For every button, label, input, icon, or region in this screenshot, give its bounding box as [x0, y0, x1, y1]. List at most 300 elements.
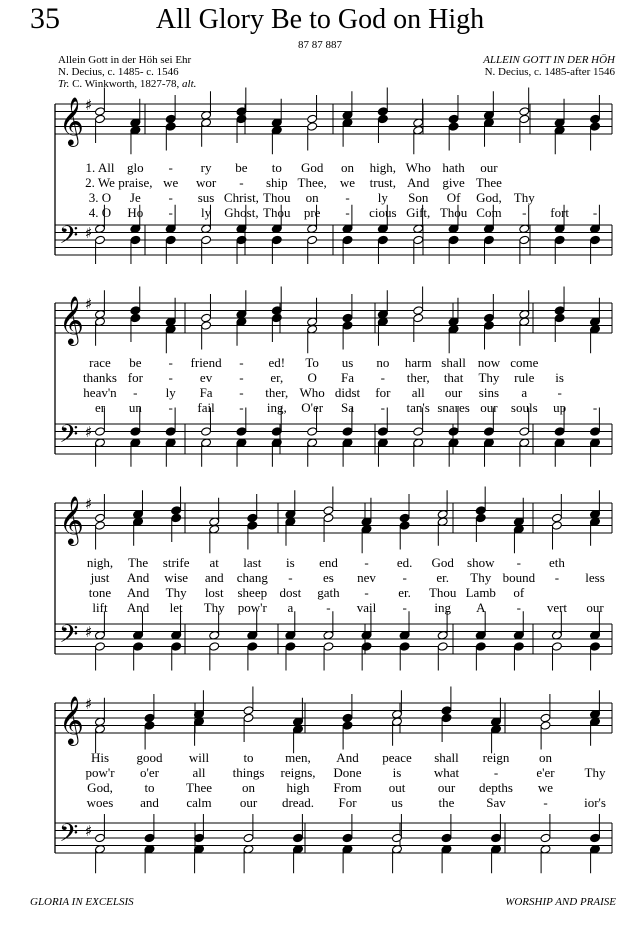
- lyric-syllable: 2. We: [85, 175, 115, 190]
- note-head: [519, 235, 530, 245]
- lyric-syllable: tan's: [406, 400, 430, 415]
- note-head: [271, 235, 282, 245]
- note-head: [448, 114, 459, 124]
- lyric-syllable: 4. O: [88, 205, 112, 220]
- translator-abbrev: Tr.: [58, 78, 70, 90]
- lyric-syllable: shall: [434, 750, 459, 765]
- lyric-syllable: lost: [204, 585, 224, 600]
- lyric-syllable: didst: [334, 385, 361, 400]
- lyric-syllable: -: [168, 400, 173, 415]
- lyric-syllable: er: [94, 400, 106, 415]
- lyric-syllable: pow'r: [237, 600, 267, 615]
- lyric-syllable: O: [307, 370, 317, 385]
- lyric-syllable: Who: [405, 160, 431, 175]
- lyric-syllable: end: [319, 555, 338, 570]
- lyric-syllable: From: [333, 780, 362, 795]
- lyric-syllable: God: [431, 555, 454, 570]
- hymn-number: 35: [30, 2, 60, 35]
- lyric-syllable: dost: [279, 585, 302, 600]
- lyric-syllable: -: [345, 190, 350, 205]
- lyric-syllable: all: [192, 765, 206, 780]
- note-head: [307, 427, 318, 437]
- lyric-syllable: vail: [356, 600, 377, 615]
- lyric-syllable: pre: [303, 205, 321, 220]
- note-head: [243, 833, 254, 843]
- note-head: [201, 321, 212, 331]
- lyric-syllable: friend: [190, 355, 222, 370]
- lyric-syllable: of: [513, 585, 525, 600]
- lyric-syllable: And: [407, 175, 430, 190]
- lyric-syllable: show: [467, 555, 495, 570]
- lyric-syllable: Com: [476, 205, 502, 220]
- note-head: [323, 642, 334, 652]
- lyric-syllable: race: [89, 355, 111, 370]
- lyric-syllable: hath: [442, 160, 465, 175]
- lyric-syllable: woes: [86, 795, 114, 810]
- lyric-syllable: -: [380, 370, 386, 385]
- lyric-syllable: And: [126, 570, 150, 585]
- lyric-syllable: Gift,: [406, 205, 431, 220]
- lyric-syllable: -: [402, 570, 407, 585]
- note-head: [437, 642, 448, 652]
- note-head: [171, 506, 182, 516]
- lyric-syllable: e'er: [536, 765, 555, 780]
- note-head: [377, 114, 388, 124]
- lyric-syllable: us: [391, 795, 403, 810]
- lyric-syllable: to: [243, 750, 254, 765]
- lyric-syllable: Ho: [127, 205, 144, 220]
- lyric-syllable: we: [537, 780, 554, 795]
- note-head: [165, 427, 176, 437]
- lyric-syllable: trust,: [369, 175, 397, 190]
- lyric-syllable: we: [339, 175, 356, 190]
- note-head: [377, 235, 388, 245]
- key-sharp-icon: ♯: [85, 822, 93, 840]
- note-head: [307, 114, 318, 124]
- lyric-syllable: er.: [398, 585, 411, 600]
- lyric-syllable: harm: [404, 355, 432, 370]
- lyric-syllable: calm: [186, 795, 212, 810]
- lyric-syllable: what: [433, 765, 460, 780]
- lyric-syllable: To: [305, 355, 319, 370]
- lyric-syllable: er.: [436, 570, 450, 585]
- lyric-syllable: -: [516, 555, 522, 570]
- lyric-syllable: -: [168, 160, 173, 175]
- lyric-syllable: -: [133, 385, 138, 400]
- note-head: [243, 706, 254, 716]
- note-head: [342, 321, 353, 331]
- lyric-syllable: ther,: [265, 385, 289, 400]
- note-head: [441, 706, 452, 716]
- lyric-syllable: Ghost,: [224, 205, 259, 220]
- note-head: [441, 713, 452, 723]
- lyric-syllable: -: [516, 600, 522, 615]
- note-head: [165, 235, 176, 245]
- note-head: [377, 427, 388, 437]
- note-head: [554, 306, 565, 316]
- note-head: [540, 833, 551, 843]
- lyric-syllable: and: [140, 795, 159, 810]
- lyric-syllable: praise,: [118, 175, 153, 190]
- lyric-syllable: es: [323, 570, 334, 585]
- lyric-syllable: the: [438, 795, 455, 810]
- note-head: [342, 713, 353, 723]
- lyric-syllable: a: [287, 600, 294, 615]
- lyric-syllable: high: [286, 780, 310, 795]
- lyric-syllable: out: [388, 780, 406, 795]
- lyric-syllable: Thou: [439, 205, 468, 220]
- tune-author: N. Decius, c. 1485-after 1546: [484, 66, 615, 78]
- note-head: [551, 642, 562, 652]
- lyric-syllable: our: [444, 385, 463, 400]
- note-head: [243, 713, 254, 723]
- note-head: [271, 427, 282, 437]
- lyric-syllable: -: [239, 355, 244, 370]
- lyric-syllable: wor: [195, 175, 217, 190]
- lyric-syllable: souls: [510, 400, 538, 415]
- lyric-syllable: things: [232, 765, 265, 780]
- lyric-syllable: Thou: [428, 585, 457, 600]
- note-head: [448, 427, 459, 437]
- note-head: [399, 513, 410, 523]
- lyric-syllable: peace: [382, 750, 412, 765]
- lyric-syllable: for: [127, 370, 143, 385]
- lyric-syllable: nigh,: [86, 555, 114, 570]
- note-head: [342, 721, 353, 731]
- lyric-syllable: Thou: [263, 190, 291, 205]
- note-head: [165, 122, 176, 132]
- lyric-syllable: give: [442, 175, 465, 190]
- lyric-syllable: -: [592, 205, 598, 220]
- lyric-syllable: ly: [201, 205, 212, 220]
- lyric-syllable: vert: [546, 600, 568, 615]
- note-head: [590, 235, 601, 245]
- key-sharp-icon: ♯: [85, 295, 93, 313]
- lyric-syllable: now: [477, 355, 501, 370]
- lyric-syllable: And: [126, 600, 150, 615]
- note-head: [377, 107, 388, 117]
- lyric-syllable: Thy: [470, 570, 492, 585]
- note-head: [540, 721, 551, 731]
- key-sharp-icon: ♯: [85, 623, 93, 641]
- lyric-syllable: -: [239, 400, 244, 415]
- note-head: [590, 833, 601, 843]
- lyric-syllable: less: [585, 570, 605, 585]
- lyric-syllable: Je: [129, 190, 141, 205]
- bass-clef-icon: 𝄢: [59, 620, 79, 655]
- lyric-syllable: -: [522, 205, 527, 220]
- lyric-syllable: our: [437, 780, 456, 795]
- lyric-syllable: be: [129, 355, 142, 370]
- note-head: [361, 642, 372, 652]
- hymn-title: All Glory Be to God on High: [155, 4, 485, 35]
- lyric-syllable: Son: [408, 190, 429, 205]
- note-head: [342, 833, 353, 843]
- meter: 87 87 887: [298, 39, 342, 51]
- note-head: [144, 713, 155, 723]
- lyric-syllable: Thy: [513, 190, 535, 205]
- lyric-syllable: a: [521, 385, 528, 400]
- translator: C. Winkworth, 1827-78,: [72, 78, 180, 90]
- note-head: [285, 642, 296, 652]
- lyric-syllable: our: [480, 160, 498, 175]
- lyric-syllable: The: [127, 555, 149, 570]
- note-head: [554, 235, 565, 245]
- lyric-syllable: o'er: [140, 765, 159, 780]
- lyric-syllable: Who: [299, 385, 325, 400]
- lyric-syllable: sheep: [237, 585, 268, 600]
- lyric-syllable: heav'n: [83, 385, 117, 400]
- note-head: [95, 427, 106, 437]
- lyric-syllable: our: [586, 600, 604, 615]
- note-head: [323, 513, 334, 523]
- lyric-syllable: bound: [502, 570, 536, 585]
- translator-alt: alt.: [182, 78, 197, 90]
- lyric-syllable: Christ,: [223, 190, 259, 205]
- lyric-syllable: dread.: [281, 795, 315, 810]
- note-head: [171, 642, 182, 652]
- bass-clef-icon: 𝄢: [59, 221, 79, 256]
- lyric-syllable: ry: [200, 160, 212, 175]
- lyric-syllable: -: [557, 385, 562, 400]
- treble-clef-icon: 𝄞: [59, 495, 84, 544]
- lyric-syllable: rule: [514, 370, 535, 385]
- note-head: [130, 427, 141, 437]
- lyric-syllable: ly: [377, 190, 388, 205]
- lyric-syllable: -: [592, 400, 598, 415]
- note-head: [540, 713, 551, 723]
- lyric-syllable: Thy: [165, 585, 187, 600]
- lyric-syllable: God: [300, 160, 324, 175]
- note-head: [483, 321, 494, 331]
- lyric-syllable: God,: [476, 190, 502, 205]
- lyric-syllable: and: [204, 570, 224, 585]
- lyric-syllable: us: [341, 355, 354, 370]
- lyric-syllable: -: [168, 370, 173, 385]
- lyric-syllable: on: [305, 190, 319, 205]
- lyric-syllable: high,: [369, 160, 397, 175]
- note-head: [130, 313, 141, 323]
- lyric-syllable: ther,: [406, 370, 430, 385]
- note-head: [95, 521, 106, 531]
- note-head: [554, 313, 565, 323]
- treble-clef-icon: 𝄞: [59, 695, 84, 744]
- note-head: [130, 235, 141, 245]
- lyric-syllable: Thee,: [297, 175, 327, 190]
- lyric-syllable: Thy: [478, 370, 500, 385]
- lyric-syllable: Lamb: [465, 585, 496, 600]
- lyric-syllable: -: [543, 795, 548, 810]
- lyric-syllable: ing,: [266, 400, 287, 415]
- note-head: [293, 833, 304, 843]
- lyric-syllable: strife: [162, 555, 190, 570]
- lyric-syllable: Done: [333, 765, 362, 780]
- lyric-syllable: to: [144, 780, 155, 795]
- text-source: Allein Gott in der Höh sei Ehr: [58, 54, 192, 66]
- lyric-syllable: at: [209, 555, 219, 570]
- lyric-syllable: tone: [88, 585, 112, 600]
- note-head: [483, 427, 494, 437]
- lyric-syllable: fort: [550, 205, 570, 220]
- bass-clef-icon: 𝄢: [59, 819, 79, 854]
- note-head: [201, 313, 212, 323]
- lyric-syllable: -: [168, 355, 173, 370]
- lyric-syllable: 3. O: [88, 190, 112, 205]
- note-head: [513, 642, 524, 652]
- lyric-syllable: Thee: [475, 175, 502, 190]
- lyric-syllable: no: [376, 355, 390, 370]
- lyric-syllable: -: [239, 385, 244, 400]
- treble-clef-icon: 𝄞: [59, 96, 84, 145]
- lyric-syllable: on: [539, 750, 552, 765]
- lyric-syllable: -: [493, 765, 499, 780]
- note-head: [399, 642, 410, 652]
- note-head: [448, 235, 459, 245]
- key-sharp-icon: ♯: [85, 695, 93, 713]
- note-head: [95, 513, 106, 523]
- lyric-syllable: come: [510, 355, 539, 370]
- note-head: [307, 122, 318, 132]
- note-head: [551, 521, 562, 531]
- lyric-syllable: His: [90, 750, 110, 765]
- note-head: [247, 521, 258, 531]
- note-head: [413, 427, 424, 437]
- lyric-syllable: is: [286, 555, 295, 570]
- lyric-syllable: depths: [479, 780, 513, 795]
- note-head: [95, 833, 106, 843]
- lyric-syllable: -: [402, 600, 407, 615]
- lyric-syllable: wise: [164, 570, 189, 585]
- lyric-syllable: we: [163, 175, 179, 190]
- note-head: [133, 642, 144, 652]
- lyric-syllable: -: [364, 585, 369, 600]
- note-head: [165, 114, 176, 124]
- lyric-syllable: nev: [357, 570, 376, 585]
- lyric-syllable: on: [341, 160, 354, 175]
- lyric-syllable: on: [242, 780, 255, 795]
- note-head: [519, 114, 530, 124]
- note-head: [342, 427, 353, 437]
- note-head: [519, 427, 530, 437]
- note-head: [491, 833, 502, 843]
- note-head: [95, 114, 106, 124]
- note-head: [475, 642, 486, 652]
- footer-left: GLORIA IN EXCELSIS: [30, 896, 134, 908]
- key-sharp-icon: ♯: [85, 224, 93, 242]
- note-head: [590, 114, 601, 124]
- note-head: [413, 306, 424, 316]
- lyric-syllable: God,: [87, 780, 113, 795]
- key-sharp-icon: ♯: [85, 495, 93, 513]
- lyric-syllable: snares: [437, 400, 470, 415]
- note-head: [483, 235, 494, 245]
- note-head: [519, 107, 530, 117]
- lyric-syllable: all: [411, 385, 425, 400]
- lyric-syllable: -: [288, 570, 293, 585]
- tune-name: ALLEIN GOTT IN DER HÖH: [483, 54, 615, 66]
- lyric-syllable: ev: [199, 370, 213, 385]
- lyric-syllable: un: [128, 400, 142, 415]
- lyric-syllable: pow'r: [85, 765, 115, 780]
- lyric-syllable: reign: [482, 750, 510, 765]
- lyric-syllable: -: [168, 190, 173, 205]
- lyric-syllable: cious: [369, 205, 397, 220]
- note-head: [392, 833, 403, 843]
- note-head: [201, 235, 212, 245]
- lyric-syllable: glo: [127, 160, 144, 175]
- lyric-syllable: reigns,: [280, 765, 316, 780]
- text-author: N. Decius, c. 1485- c. 1546: [58, 66, 179, 78]
- note-head: [95, 235, 106, 245]
- lyric-syllable: ior's: [584, 795, 606, 810]
- lyric-syllable: shall: [441, 355, 466, 370]
- lyric-syllable: Thee: [186, 780, 212, 795]
- lyric-syllable: that: [443, 370, 464, 385]
- note-head: [271, 313, 282, 323]
- lyric-syllable: up: [553, 400, 567, 415]
- note-head: [323, 506, 334, 516]
- note-head: [171, 513, 182, 523]
- note-head: [590, 122, 601, 132]
- lyric-syllable: -: [239, 175, 244, 190]
- note-head: [144, 833, 155, 843]
- lyric-syllable: last: [243, 555, 262, 570]
- lyric-syllable: Fa: [341, 370, 354, 385]
- lyric-syllable: ing: [434, 600, 451, 615]
- lyric-syllable: 1. All: [85, 160, 115, 175]
- lyric-syllable: will: [188, 750, 210, 765]
- lyric-syllable: Sav: [486, 795, 506, 810]
- note-head: [483, 313, 494, 323]
- lyric-syllable: our: [239, 795, 258, 810]
- note-head: [144, 721, 155, 731]
- note-head: [590, 427, 601, 437]
- lyric-syllable: ly: [165, 385, 176, 400]
- lyric-syllable: -: [345, 205, 350, 220]
- treble-clef-icon: 𝄞: [59, 295, 84, 344]
- lyric-syllable: -: [326, 600, 331, 615]
- lyric-syllable: our: [480, 400, 498, 415]
- bass-clef-icon: 𝄢: [59, 420, 79, 455]
- lyric-syllable: -: [380, 400, 386, 415]
- lyric-syllable: fail: [197, 400, 215, 415]
- note-head: [590, 642, 601, 652]
- lyric-syllable: is: [555, 370, 564, 385]
- lyric-syllable: ship: [265, 175, 288, 190]
- note-head: [554, 427, 565, 437]
- note-head: [236, 427, 247, 437]
- note-head: [271, 306, 282, 316]
- lyric-syllable: good: [136, 750, 163, 765]
- note-head: [448, 122, 459, 132]
- note-head: [399, 521, 410, 531]
- lyric-syllable: Sa: [341, 400, 354, 415]
- lyric-syllable: chang: [236, 570, 268, 585]
- note-head: [247, 642, 258, 652]
- lyric-syllable: eth: [548, 555, 565, 570]
- lyric-syllable: ed.: [396, 555, 413, 570]
- lyric-syllable: Fa: [199, 385, 213, 400]
- note-head: [130, 306, 141, 316]
- lyric-syllable: Thy: [584, 765, 606, 780]
- note-head: [413, 313, 424, 323]
- lyric-syllable: lift: [92, 600, 108, 615]
- lyric-syllable: er,: [270, 370, 284, 385]
- lyric-syllable: A: [476, 600, 486, 615]
- lyric-syllable: For: [338, 795, 357, 810]
- lyric-syllable: And: [336, 750, 359, 765]
- note-head: [209, 642, 220, 652]
